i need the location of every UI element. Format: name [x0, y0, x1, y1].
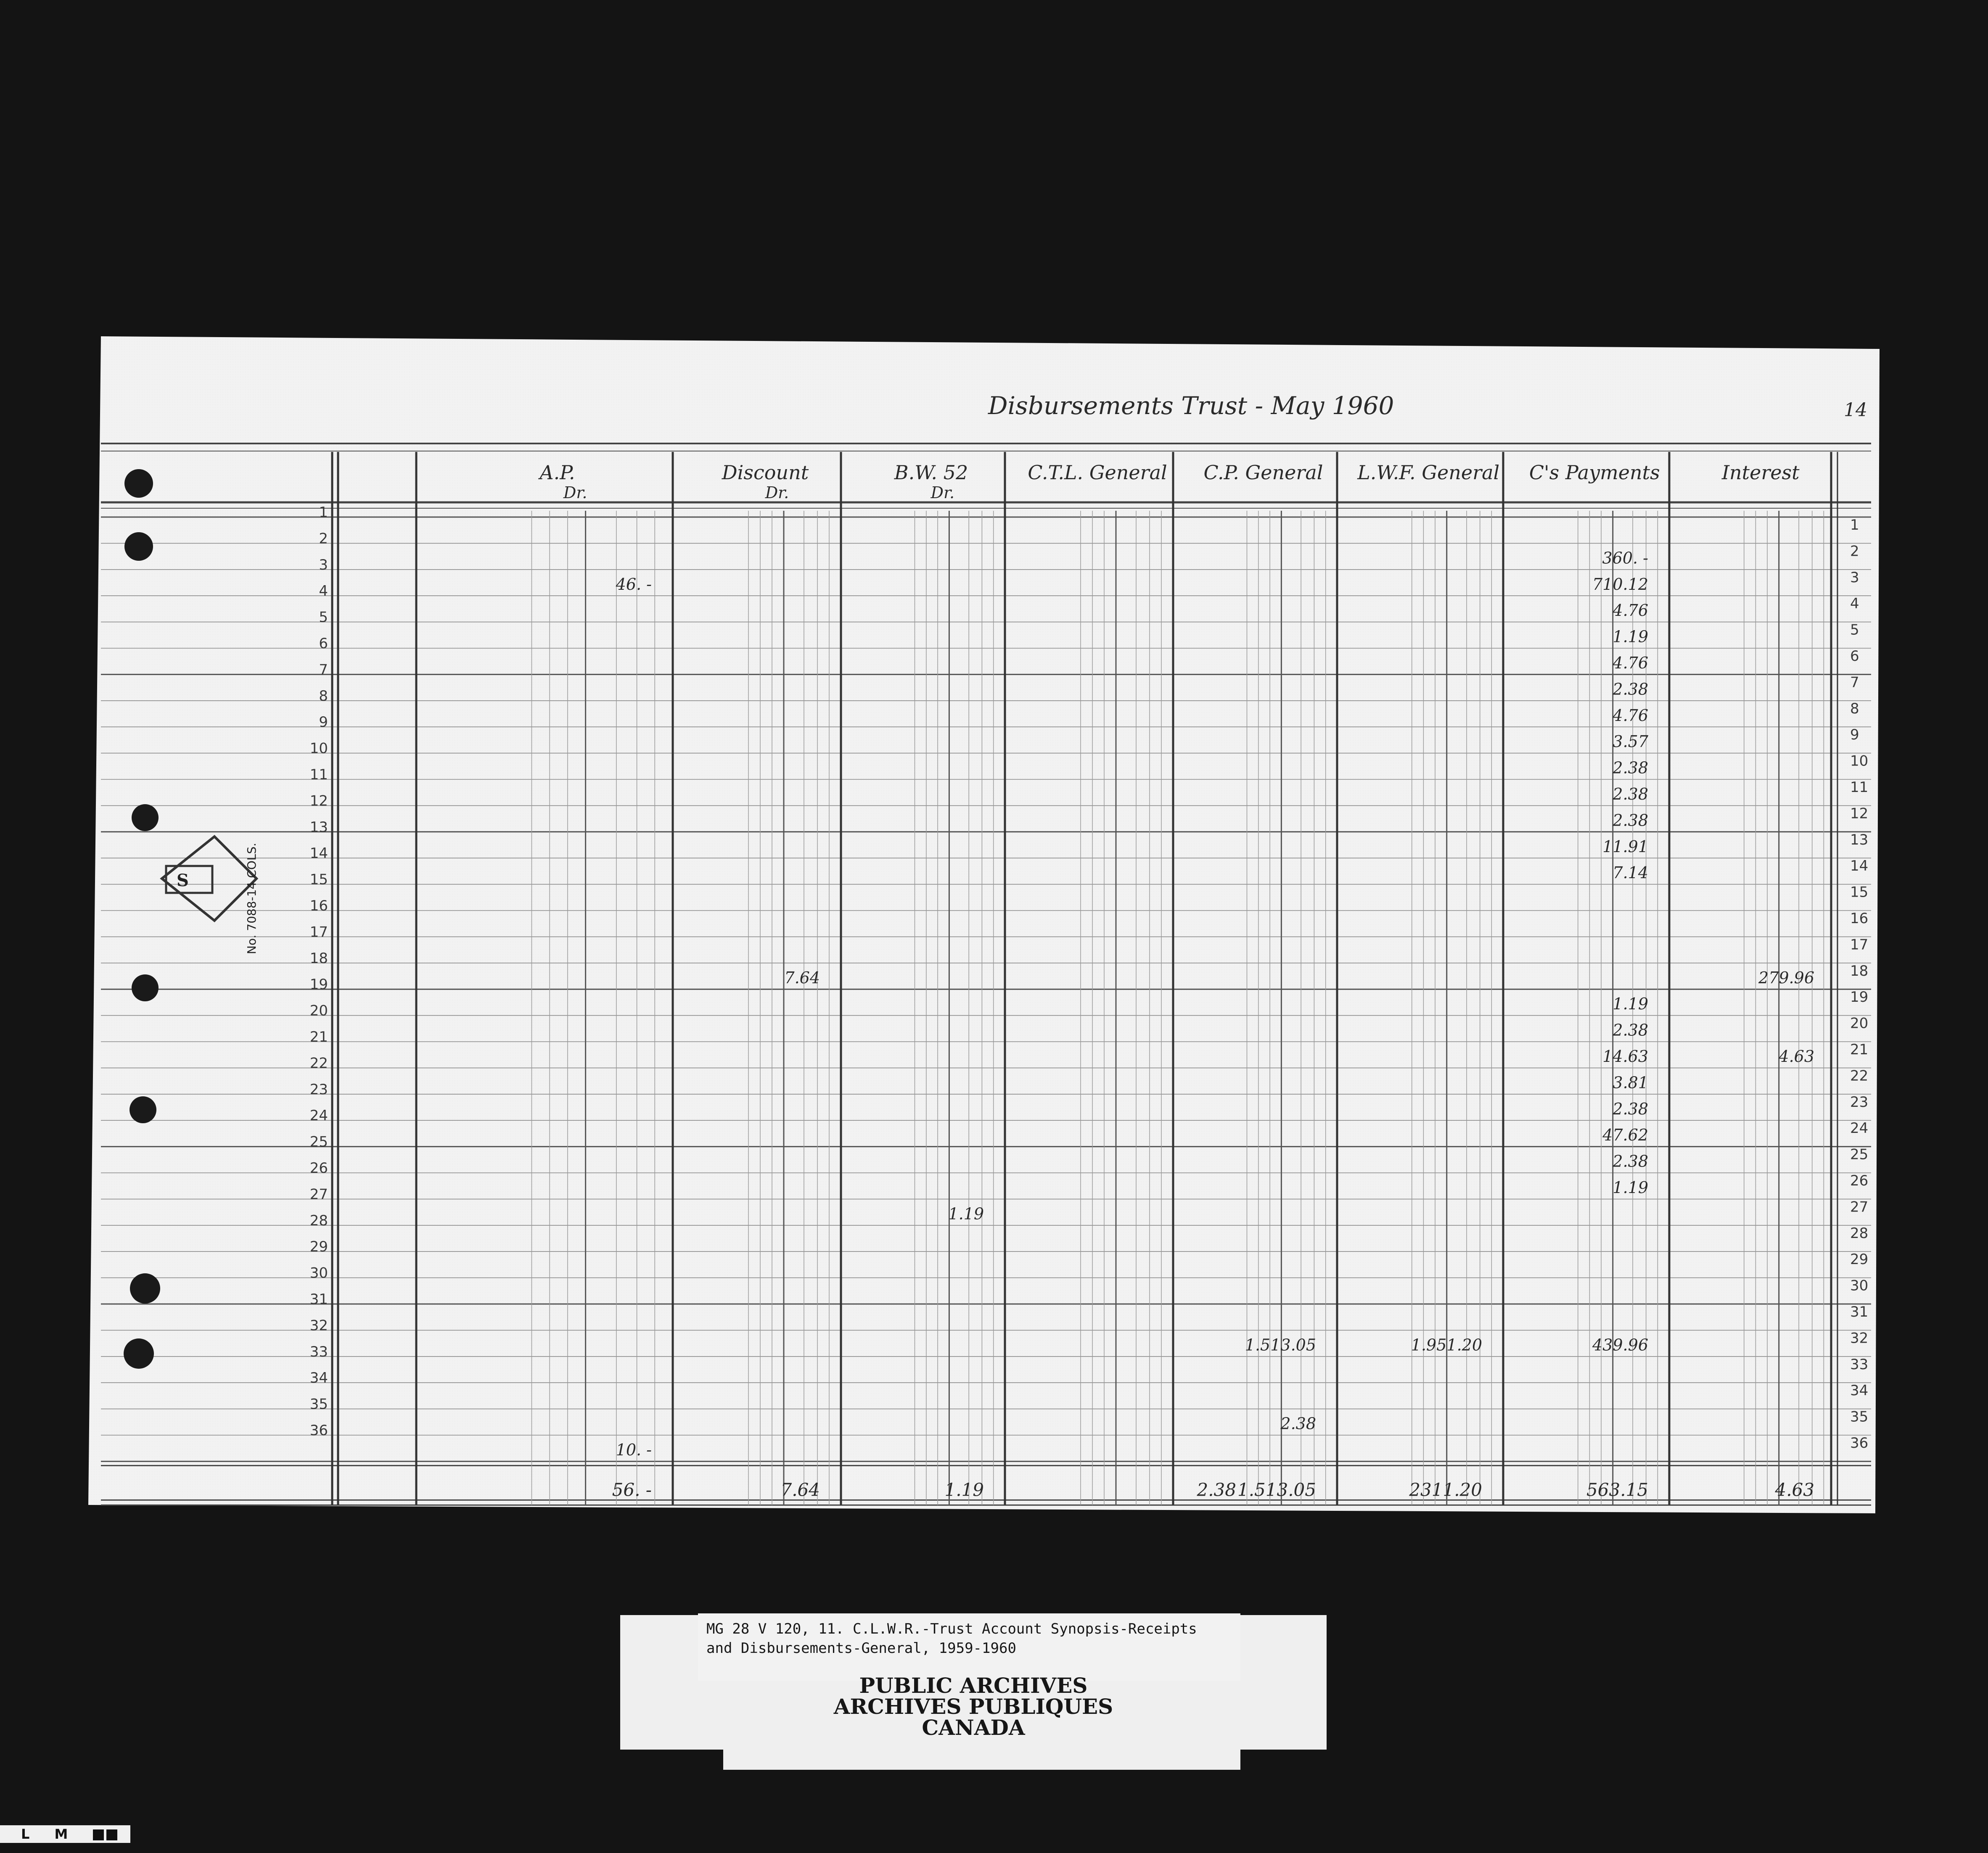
- row-number-right: 26: [1850, 1172, 1869, 1189]
- row-number-left: 6: [319, 635, 328, 652]
- ledger-entry: 1.19: [948, 1204, 984, 1223]
- row-number-right: 7: [1850, 674, 1859, 691]
- row-number-right: 11: [1850, 779, 1869, 796]
- column-total: 7.64: [780, 1479, 820, 1500]
- row-number-right: 31: [1850, 1304, 1869, 1320]
- frame-block-1: [93, 1829, 104, 1840]
- row-number-right: 10: [1850, 752, 1869, 770]
- row-number-right: 3: [1850, 569, 1859, 586]
- column-subheader: Dr.: [931, 483, 955, 502]
- stamp-line-2: ARCHIVES PUBLIQUES: [833, 1694, 1113, 1719]
- row-number-left: 27: [309, 1186, 328, 1203]
- binder-hole: [124, 532, 153, 561]
- row-number-right: 30: [1850, 1277, 1869, 1294]
- row-number-left: 9: [319, 714, 328, 731]
- row-number-left: 2: [319, 530, 328, 547]
- column-header: Discount: [722, 461, 809, 484]
- row-number-left: 36: [309, 1422, 328, 1439]
- column-total: 2311.20: [1409, 1479, 1482, 1500]
- ledger-entry: 439.96: [1592, 1336, 1648, 1354]
- ledger-entry: 2.38: [1613, 1021, 1648, 1040]
- row-number-right: 24: [1850, 1120, 1869, 1137]
- ledger-entry: 4.63: [1779, 1047, 1814, 1066]
- row-number-left: 10: [309, 740, 328, 757]
- row-number-left: 1: [319, 504, 328, 521]
- ledger-entry: 3.81: [1613, 1073, 1648, 1092]
- ledger-entry: 14.63: [1602, 1047, 1648, 1066]
- film-frame-marker: [0, 1825, 130, 1843]
- row-number-right: 17: [1850, 936, 1869, 953]
- row-number-left: 19: [309, 976, 328, 993]
- column-header: L.W.F. General: [1357, 461, 1500, 484]
- ledger-entry: 2.38: [1613, 680, 1648, 699]
- binder-hole: [132, 974, 159, 1001]
- binder-hole: [130, 1096, 156, 1123]
- ledger-entry: 1.19: [1613, 1178, 1648, 1197]
- ledger-entry: 1.19: [1613, 627, 1648, 646]
- ledger-entry: 2.38: [1613, 758, 1648, 777]
- binder-hole: [124, 1338, 154, 1369]
- column-totals: [612, 1479, 1814, 1500]
- row-number-right: 34: [1850, 1382, 1869, 1399]
- row-number-left: 13: [309, 818, 328, 836]
- frame-block-2: [106, 1829, 117, 1840]
- column-header: B.W. 52: [894, 461, 968, 484]
- ledger-entry: 710.12: [1592, 575, 1648, 594]
- row-number-right: 1: [1850, 517, 1859, 533]
- archive-reference: MG 28 V 120, 11. C.L.W.R.-Trust Account Synopsis-Receipts and Disbursements-General, 1959-1960: [698, 1613, 1240, 1681]
- column-header: A.P.: [539, 461, 575, 484]
- column-total: 4.63: [1775, 1479, 1814, 1500]
- row-number-left: 33: [309, 1343, 328, 1360]
- stamp-line-3: CANADA: [922, 1715, 1025, 1740]
- binder-hole: [132, 804, 159, 831]
- ledger-entry: 7.64: [784, 968, 820, 987]
- ledger-entry: 2.38: [1613, 811, 1648, 830]
- row-number-left: 25: [309, 1133, 328, 1151]
- ledger-entry: 1.951.20: [1411, 1336, 1482, 1354]
- row-number-right: 28: [1850, 1225, 1869, 1242]
- row-number-right: 6: [1850, 648, 1859, 665]
- row-number-right: 2: [1850, 543, 1859, 560]
- row-number-right: 23: [1850, 1093, 1869, 1111]
- ledger-entry: 4.76: [1613, 601, 1648, 620]
- ledger-entry: 3.57: [1613, 732, 1648, 751]
- row-number-left: 14: [309, 845, 328, 862]
- row-number-right: 13: [1850, 831, 1869, 848]
- ledger-entry: 2.38: [1613, 785, 1648, 803]
- row-number-right: 5: [1850, 621, 1859, 639]
- row-number-right: 18: [1850, 962, 1869, 979]
- form-number: No. 7088-14 COLS.: [245, 842, 259, 954]
- row-number-right: 19: [1850, 989, 1869, 1006]
- binder-hole: [124, 469, 153, 498]
- column-total: 56. -: [612, 1479, 652, 1500]
- row-number-right: 22: [1850, 1067, 1869, 1085]
- ledger-entry: 11.91: [1602, 837, 1648, 856]
- page-number: 14: [1844, 399, 1867, 421]
- ledger-entry: 2.38: [1280, 1414, 1316, 1433]
- row-number-right: 25: [1850, 1146, 1869, 1163]
- row-number-right: 12: [1850, 805, 1869, 822]
- row-number-left: 5: [319, 609, 328, 626]
- row-number-left: 34: [309, 1370, 328, 1387]
- row-number-left: 28: [309, 1212, 328, 1229]
- row-number-right: 8: [1850, 700, 1859, 717]
- row-number-right: 4: [1850, 595, 1859, 612]
- row-number-right: 35: [1850, 1408, 1869, 1425]
- row-number-left: 16: [309, 897, 328, 914]
- ledger-title: Disbursements Trust - May 1960: [988, 391, 1394, 420]
- ledger-entry: 2.38: [1613, 1152, 1648, 1171]
- ledger-entry: 4.76: [1613, 654, 1648, 672]
- column-total: 563.15: [1586, 1479, 1648, 1500]
- svg-text:S: S: [177, 871, 189, 890]
- column-subheader: Dr.: [765, 483, 789, 502]
- row-number-right: 20: [1850, 1015, 1869, 1032]
- row-number-left: 4: [319, 583, 328, 600]
- row-number-left: 22: [309, 1055, 328, 1072]
- column-total: 1.19: [944, 1479, 984, 1500]
- column-total: 2.38: [1197, 1479, 1236, 1500]
- frame-letter-l: L: [21, 1826, 30, 1842]
- ledger-entry: 2.38: [1613, 1099, 1648, 1118]
- ledger-entry: 4.76: [1613, 706, 1648, 725]
- ledger-entry: 47.62: [1602, 1126, 1648, 1145]
- row-number-left: 7: [319, 661, 328, 678]
- ledger-entry: 7.14: [1613, 863, 1648, 882]
- row-number-left: 17: [309, 924, 328, 941]
- row-number-right: 21: [1850, 1041, 1869, 1058]
- row-number-left: 32: [309, 1317, 328, 1334]
- row-number-right: 32: [1850, 1330, 1869, 1347]
- row-number-right: 29: [1850, 1251, 1869, 1268]
- row-number-right: 14: [1850, 858, 1869, 875]
- row-number-left: 21: [309, 1029, 328, 1045]
- row-number-left: 35: [309, 1396, 328, 1413]
- binder-hole: [130, 1273, 160, 1304]
- row-number-right: 9: [1850, 726, 1859, 744]
- row-number-left: 26: [309, 1160, 328, 1177]
- row-number-right: 16: [1850, 910, 1869, 927]
- ledger-entry: 1.513.05: [1245, 1336, 1316, 1354]
- ledger-entry: 360. -: [1602, 549, 1648, 568]
- row-number-left: 8: [319, 687, 328, 705]
- row-number-right: 15: [1850, 884, 1869, 901]
- row-number-left: 12: [309, 792, 328, 810]
- ledger-entry: 10. -: [616, 1441, 652, 1459]
- row-number-left: 20: [309, 1002, 328, 1019]
- ledger-entry: 279.96: [1758, 968, 1814, 987]
- row-number-left: 29: [309, 1238, 328, 1256]
- row-number-left: 3: [319, 556, 328, 573]
- row-number-left: 30: [309, 1264, 328, 1282]
- public-archives-stamp: [620, 1675, 1327, 1738]
- row-number-left: 24: [309, 1107, 328, 1124]
- column-subheader: Dr.: [563, 483, 587, 502]
- archive-label-tab: [723, 1749, 1240, 1770]
- row-number-left: 15: [309, 871, 328, 888]
- row-number-right: 27: [1850, 1198, 1869, 1216]
- row-number-left: 18: [309, 950, 328, 967]
- ledger-entry: 46. -: [616, 575, 652, 594]
- row-number-right: 36: [1850, 1435, 1869, 1452]
- row-number-left: 11: [309, 766, 328, 783]
- row-number-left: 23: [309, 1081, 328, 1098]
- stamp-line-1: PUBLIC ARCHIVES: [859, 1673, 1088, 1698]
- ledger-entry: 1.19: [1613, 995, 1648, 1014]
- row-number-left: 31: [309, 1291, 328, 1308]
- column-header: C.P. General: [1203, 461, 1323, 484]
- column-header: C's Payments: [1529, 461, 1660, 484]
- column-total: 1.513.05: [1237, 1479, 1316, 1500]
- frame-letter-m: M: [54, 1826, 68, 1842]
- row-number-right: 33: [1850, 1356, 1869, 1373]
- column-header: C.T.L. General: [1028, 461, 1167, 484]
- column-header: Interest: [1721, 461, 1800, 484]
